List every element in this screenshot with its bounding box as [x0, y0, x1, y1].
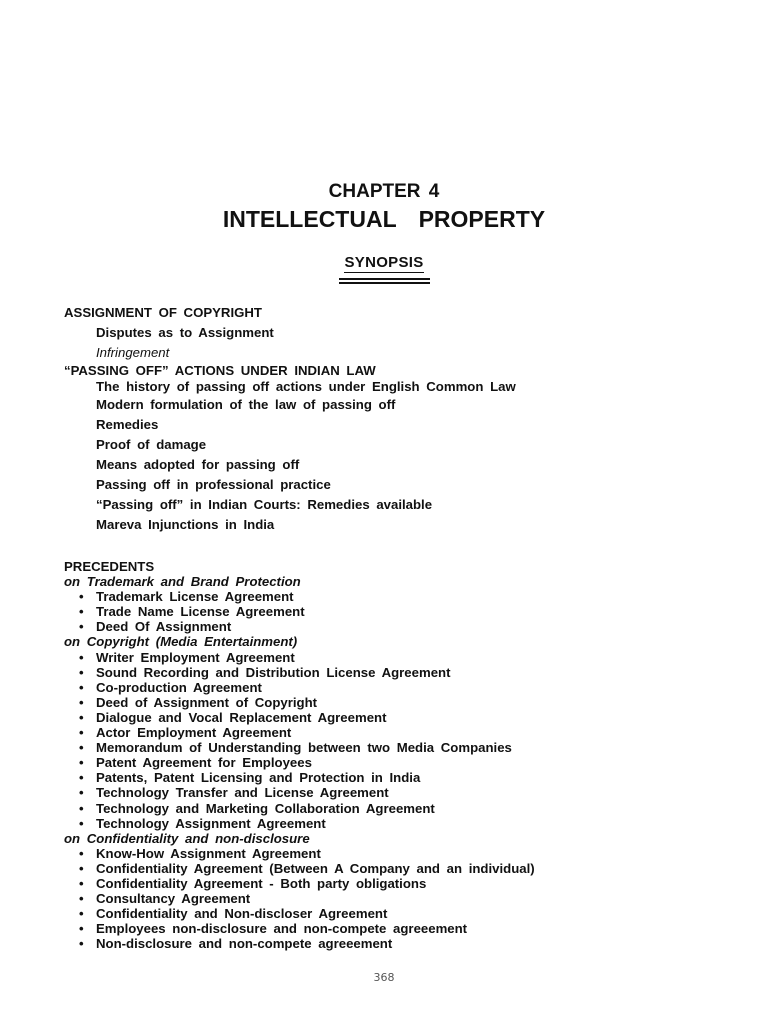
synopsis-content [64, 303, 704, 951]
list-item: Mareva Injunctions in India [96, 517, 275, 532]
list-item [64, 846, 704, 861]
list-item-label: Consultancy Agreement [96, 891, 251, 907]
list-item [64, 665, 704, 680]
list-item: Remedies [96, 417, 159, 432]
synopsis-rule-top [339, 278, 430, 280]
bullet-icon: • [79, 875, 84, 891]
list-item-label: Employees non-disclosure and non-compete agreeement [96, 921, 468, 937]
bullet-icon: • [79, 649, 84, 665]
list-item [64, 906, 704, 921]
list-item-label: Know-How Assignment Agreement [96, 845, 321, 861]
bullet-icon: • [79, 845, 84, 861]
list-item: Proof of damage [96, 437, 207, 452]
list-item: Infringement [96, 345, 170, 360]
list-item-label: Technology and Marketing Collaboration Agreement [96, 800, 435, 816]
list-item [64, 770, 704, 785]
synopsis-heading: SYNOPSIS [344, 254, 424, 271]
list-item-label: Confidentiality and Non-discloser Agreement [96, 906, 388, 922]
list-item-label: Patent Agreement for Employees [96, 755, 312, 771]
section-heading-passing-off: “PASSING OFF” ACTIONS UNDER INDIAN LAW [64, 363, 376, 378]
bullet-icon: • [79, 709, 84, 725]
list-item-label: Non-disclosure and non-compete agreeement [96, 936, 393, 952]
bullet-icon: • [79, 785, 84, 801]
bullet-icon: • [79, 725, 84, 741]
list-item: Means adopted for passing off [96, 457, 300, 472]
bullet-icon: • [79, 921, 84, 937]
list-item [64, 650, 704, 665]
bullet-icon: • [79, 694, 84, 710]
list-item-label: Deed Of Assignment [96, 619, 232, 635]
list-item-label: Sound Recording and Distribution License Agreement [96, 664, 451, 680]
list-item [64, 740, 704, 755]
list-item-label: Technology Assignment Agreement [96, 815, 326, 831]
list-item: “Passing off” in Indian Courts: Remedies available [96, 497, 433, 512]
list-item [64, 680, 704, 695]
list-item-label: Actor Employment Agreement [96, 725, 292, 741]
section-heading-assignment: ASSIGNMENT OF COPYRIGHT [64, 305, 262, 320]
synopsis-rule-bottom [339, 282, 430, 284]
bullet-icon: • [79, 589, 84, 605]
precedent-group-label: on Copyright (Media Entertainment) [64, 634, 298, 650]
list-item [64, 936, 704, 951]
list-item-label: Trade Name License Agreement [96, 604, 305, 620]
bullet-icon: • [79, 815, 84, 831]
list-item-label: Dialogue and Vocal Replacement Agreement [96, 709, 387, 725]
list-item [64, 725, 704, 740]
chapter-title: INTELLECTUAL PROPERTY [222, 206, 546, 232]
list-item: Disputes as to Assignment [96, 325, 274, 340]
bullet-icon: • [79, 604, 84, 620]
section-heading-precedents: PRECEDENTS [64, 559, 155, 574]
list-item-label: Memorandum of Understanding between two Media Companies [96, 740, 512, 756]
list-item [64, 604, 704, 619]
precedent-group-label: on Trademark and Brand Protection [64, 574, 301, 590]
bullet-icon: • [79, 619, 84, 635]
list-item-label: Technology Transfer and License Agreement [96, 785, 389, 801]
bullet-icon: • [79, 755, 84, 771]
list-item [64, 589, 704, 604]
list-item [64, 695, 704, 710]
bullet-icon: • [79, 740, 84, 756]
list-item [64, 876, 704, 891]
bullet-icon: • [79, 800, 84, 816]
list-item: Passing off in professional practice [96, 477, 331, 492]
list-item-label: Co-production Agreement [96, 679, 262, 695]
list-item-label: Writer Employment Agreement [96, 649, 295, 665]
list-item: The history of passing off actions under English Common Law [96, 379, 516, 394]
list-item [64, 801, 704, 816]
list-item-label: Confidentiality Agreement - Both party obligations [96, 875, 427, 891]
list-item: Modern formulation of the law of passing off [96, 397, 396, 412]
list-item [64, 891, 704, 906]
synopsis-heading-block [0, 254, 768, 273]
list-item [64, 619, 704, 634]
page-number: 368 [373, 971, 395, 984]
list-item [64, 921, 704, 936]
list-item-label: Trademark License Agreement [96, 589, 294, 605]
bullet-icon: • [79, 679, 84, 695]
list-item-label: Deed of Assignment of Copyright [96, 694, 318, 710]
bullet-icon: • [79, 860, 84, 876]
bullet-icon: • [79, 770, 84, 786]
chapter-number: CHAPTER 4 [328, 181, 440, 202]
list-item-label: Patents, Patent Licensing and Protection in India [96, 770, 421, 786]
list-item [64, 816, 704, 831]
list-item [64, 861, 704, 876]
list-item [64, 785, 704, 800]
bullet-icon: • [79, 936, 84, 952]
bullet-icon: • [79, 891, 84, 907]
bullet-icon: • [79, 906, 84, 922]
bullet-icon: • [79, 664, 84, 680]
list-item [64, 710, 704, 725]
list-item [64, 755, 704, 770]
list-item-label: Confidentiality Agreement (Between A Company and an individual) [96, 860, 535, 876]
precedent-group-label: on Confidentiality and non-disclosure [64, 830, 310, 846]
